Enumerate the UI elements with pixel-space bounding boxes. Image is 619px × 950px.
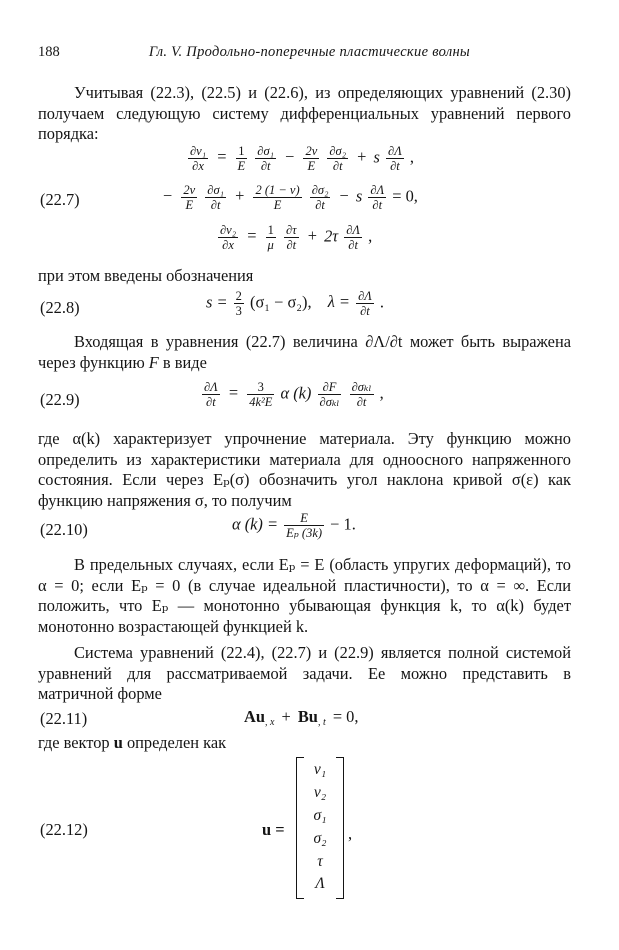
fraction: $\frac{2 (1 - \nu)}{E}$	[255, 183, 300, 212]
fraction: $\frac{\partial\Lambda}{\partial t}$	[388, 144, 402, 173]
fraction: $\frac{\partial\Lambda}{\partial t}$	[346, 223, 360, 252]
equation-22-7-line-2: − $\frac{2\nu}{E}$ $\frac{\text{∂σ₁}}{\partial t}$ + $\frac{2 (1 - \nu)}{E}$ $\frac{\text{∂σ₂}}{\partial t}$ − s $\frac{\partial\Lambda}{\partial t}$ = 0,	[163, 183, 418, 212]
fraction: $\frac{\partial\Lambda}{\partial t}$	[204, 380, 218, 409]
fraction: $\frac{3}{\text{4k²E}}$	[249, 380, 273, 409]
equation-22-11: $Au_{, x} + Bu_{, t} = 0$,	[244, 707, 359, 728]
vector-entry: τ	[317, 853, 323, 870]
fraction: $\frac{\text{∂σ₁}}{\partial t}$	[207, 183, 224, 212]
fraction: $\frac{\text{∂σ₁}}{\partial t}$	[257, 144, 274, 173]
vector-entry: Λ	[315, 875, 325, 892]
equation-22-12-tail: ,	[348, 824, 353, 843]
equation-number-22-7: (22.7)	[40, 190, 80, 209]
equation-22-9: $\frac{\partial\Lambda}{\partial t}$ = $\frac{3}{\text{4k²E}}$ α (k) $\frac{\partial F}{\text{∂σₖₗ}}$ $\frac{\text{∂σₖₗ}}{\partial t}$ ,	[204, 380, 384, 409]
vector-entry: v₁	[313, 761, 327, 778]
fraction: $\frac{1}{\mu}$	[267, 223, 274, 252]
fraction: $\frac{\partial\Lambda}{\partial t}$	[370, 183, 385, 212]
paragraph-limits: В предельных случаях, если Eₚ = E (область упругих деформаций), то α = 0; если Eₚ = 0 (в случае идеальной пластичности), то α = ∞. Если положить, что Eₚ — монотонно убывающая функция k, то α(k) будет монотонно возрастающей функцией k.	[38, 555, 571, 636]
equation-22-12-lhs: u =	[262, 820, 285, 839]
fraction: $\frac{2}{3}$	[235, 289, 242, 318]
page-header	[38, 44, 581, 64]
fraction: $\frac{2\nu}{E}$	[183, 183, 196, 212]
paragraph-system: Система уравнений (22.4), (22.7) и (22.9) является полной системой уравнений для рассматриваемой задачи. Ее можно представить в матричной форме	[38, 643, 571, 704]
equation-number-22-11: (22.11)	[40, 709, 88, 728]
paragraph-intro: Учитывая (22.3), (22.5) и (22.6), из определяющих уравнений (2.30) получаем следующую систему дифференциальных уравнений первого порядка:	[38, 83, 571, 144]
fraction: $\frac{\text{∂σ₂}}{\partial t}$	[311, 183, 329, 212]
fraction: $\frac{\partial\Lambda}{\partial t}$	[358, 289, 372, 318]
paragraph-notation: при этом введены обозначения	[38, 266, 254, 285]
fraction: $\frac{\partial F}{\text{∂σₖₗ}}$	[319, 380, 340, 409]
vector-entry: σ₁	[313, 807, 327, 824]
equation-22-8: s = $\frac{2}{3}$ (σ₁ − σ₂), λ = $\frac{\partial\Lambda}{\partial t}$ .	[206, 289, 385, 318]
equation-number-22-10: (22.10)	[40, 520, 88, 539]
fraction: $\frac{\text{∂v₁}}{\partial x}$	[190, 144, 207, 173]
paragraph-lambda: Входящая в уравнения (22.7) величина ∂Λ/∂t может быть выражена через функцию F в виде	[38, 332, 571, 372]
equation-22-10: α (k) = $\frac{E}{\text{Eₚ (3k)}}$ − 1.	[232, 511, 356, 540]
column-vector-u	[296, 757, 344, 897]
equation-number-22-9: (22.9)	[40, 390, 80, 409]
running-title: Гл. V. Продольно-поперечные пластические волны	[148, 44, 471, 60]
fraction: $\frac{\text{∂σ₂}}{\partial t}$	[329, 144, 347, 173]
equation-number-22-8: (22.8)	[40, 298, 80, 317]
vector-entry: v₂	[313, 784, 327, 801]
equation-22-7-line-1: $\frac{\text{∂v₁}}{\partial x}$ = $\frac{1}{E}$ $\frac{\text{∂σ₁}}{\partial t}$ − $\frac{2\nu}{E}$ $\frac{\text{∂σ₂}}{\partial t}$ + s $\frac{\partial\Lambda}{\partial t}$ ,	[190, 144, 414, 173]
fraction: $\frac{\text{∂v₂}}{\partial x}$	[220, 223, 237, 252]
paragraph-hardening: где α(k) характеризует упрочнение материала. Эту функцию можно определить из характеристики материала для одноосного напряженного состояния. Если через Eₚ(σ) обозначить угол наклона кривой σ(ε) как функцию напряжения σ, то получим	[38, 429, 571, 510]
fraction: $\frac{E}{\text{Eₚ (3k)}}$	[286, 511, 323, 540]
vector-entry: σ₂	[313, 830, 327, 847]
page-number: 188	[38, 44, 60, 60]
fraction: $\frac{2\nu}{E}$	[305, 144, 318, 173]
fraction: $\frac{\partial\tau}{\partial t}$	[285, 223, 297, 252]
paragraph-vector: где вектор u определен как	[38, 733, 227, 752]
equation-22-7-line-3: $\frac{\text{∂v₂}}{\partial x}$ = $\frac{1}{\mu}$ $\frac{\partial\tau}{\partial t}$ + 2τ $\frac{\partial\Lambda}{\partial t}$ ,	[220, 223, 373, 252]
equation-number-22-12: (22.12)	[40, 820, 88, 839]
fraction: $\frac{1}{E}$	[237, 144, 246, 173]
fraction: $\frac{\text{∂σₖₗ}}{\partial t}$	[351, 380, 372, 409]
